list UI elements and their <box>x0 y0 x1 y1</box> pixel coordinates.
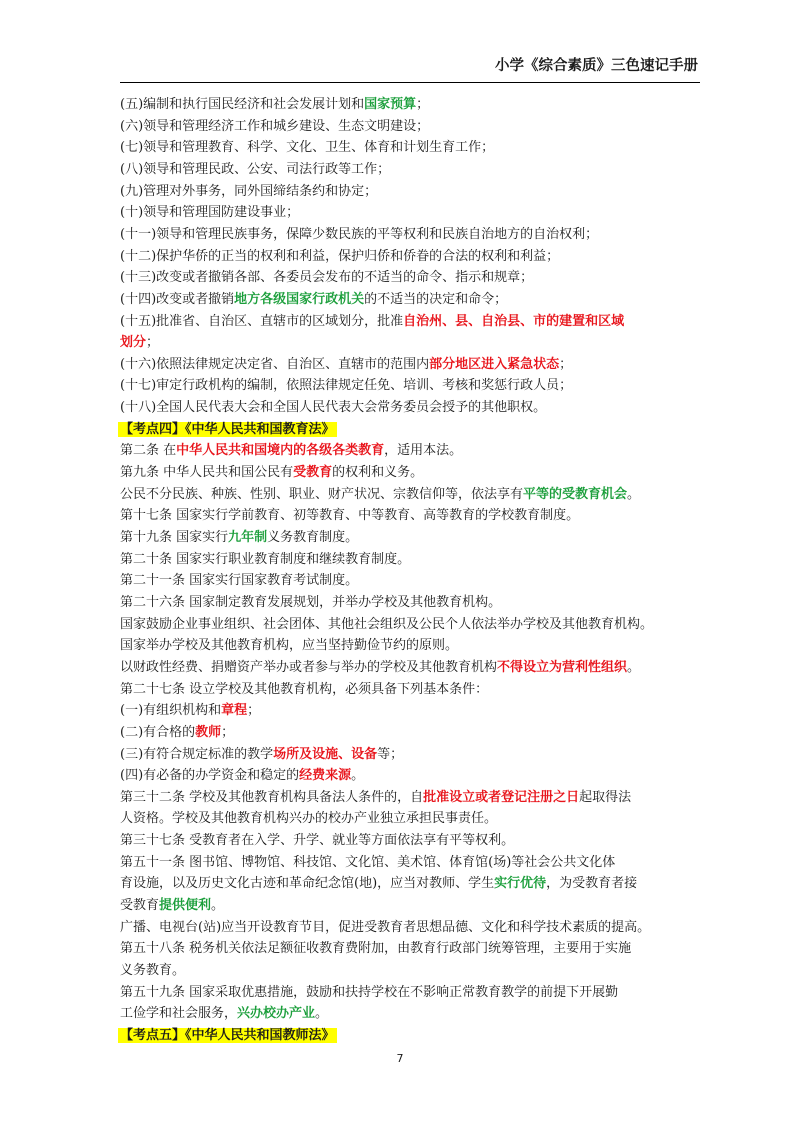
text-line <box>120 398 546 419</box>
text-line <box>120 809 497 830</box>
body-text: 起取得法 <box>579 789 632 805</box>
text-line <box>120 528 358 549</box>
text-line <box>120 939 631 960</box>
text-line <box>120 983 618 1004</box>
text-line <box>120 831 514 852</box>
green-highlight-text: 实行优待 <box>494 876 547 892</box>
body-text: (十一)领导和管理民族事务，保障少数民族的平等权利和民族自治地方的自治权利； <box>120 226 599 242</box>
body-text: (十六)依照法律规定决定省、自治区、直辖市的范围内 <box>120 356 430 372</box>
body-text: 等； <box>377 746 404 762</box>
body-text: 义务教育制度。 <box>267 530 359 545</box>
body-text: 第十九条 国家实行 <box>120 530 229 545</box>
body-text: 第三十二条 学校及其他教育机构具备法人条件的，自 <box>120 789 424 805</box>
text-line <box>120 355 572 376</box>
body-text: (十七)审定行政机构的编制，依照法律规定任免、培训、考核和奖惩行政人员； <box>120 378 573 394</box>
text-line <box>120 745 403 766</box>
text-line <box>120 658 640 679</box>
text-line <box>120 203 299 224</box>
red-highlight-text: 部分地区进入紧急状态 <box>429 356 560 372</box>
text-line <box>120 95 429 116</box>
red-highlight-text: 批准设立或者登记注册之日 <box>423 789 580 805</box>
body-text: 第二十一条 国家实行国家教育考试制度。 <box>120 573 359 589</box>
red-highlight-text: 划分 <box>120 335 147 351</box>
red-highlight-text: 章程 <box>221 703 248 719</box>
text-line <box>120 788 631 809</box>
red-highlight-text: 受教育 <box>293 465 333 481</box>
text-line <box>120 766 364 787</box>
body-text: (七)领导和管理教育、科学、文化、卫生、体育和计划生育工作； <box>120 140 495 156</box>
body-text: 工俭学和社会服务， <box>120 1006 238 1022</box>
body-text: ； <box>146 335 160 351</box>
body-text: 第五十九条 国家采取优惠措施，鼓励和扶持学校在不影响正常教育教学的前提下开展勤 <box>120 984 619 1000</box>
red-highlight-text: 场所及设施、设备 <box>273 746 378 762</box>
text-line <box>120 376 572 397</box>
body-text: ； <box>559 356 573 372</box>
red-highlight-text: 经费来源 <box>299 768 352 784</box>
text-line <box>120 1026 337 1047</box>
red-highlight-text: 教师 <box>195 724 222 740</box>
body-text: 。 <box>315 1006 329 1022</box>
body-text: (四)有必备的办学资金和稳定的 <box>120 768 300 784</box>
text-line <box>120 680 488 701</box>
body-text: (十五)批准省、自治区、直辖市的区域划分，批准 <box>120 313 404 329</box>
body-text: ； <box>247 703 261 719</box>
text-line <box>120 485 640 506</box>
body-text: (六)领导和管理经济工作和城乡建设、生态文明建设； <box>120 118 430 134</box>
text-line <box>120 723 234 744</box>
green-highlight-text: 地方各级国家行政机关 <box>234 291 365 307</box>
body-text: 第二十六条 国家制定教育发展规划，并举办学校及其他教育机构。 <box>120 594 502 610</box>
text-line <box>120 333 159 354</box>
body-text: 第九条 中华人民共和国公民有 <box>120 465 294 481</box>
body-text: 义务教育。 <box>120 963 186 978</box>
body-text: 。 <box>351 768 365 784</box>
text-line <box>120 182 377 203</box>
text-line <box>120 268 533 289</box>
green-highlight-text: 九年制 <box>228 530 268 545</box>
body-text: 广播、电视台(站)应当开设教育节目，促进受教育者思想品德、文化和科学技术素质的提高。 <box>120 919 651 935</box>
text-line <box>120 463 423 484</box>
text-line <box>120 853 615 874</box>
body-text: ； <box>416 97 430 112</box>
green-highlight-text: 兴办校办产业 <box>237 1006 316 1022</box>
body-text: (八)领导和管理民政、公安、司法行政等工作； <box>120 161 391 177</box>
body-text: 。 <box>627 659 641 675</box>
green-highlight-text: 提供便利 <box>159 898 212 914</box>
text-line <box>120 874 637 895</box>
body-text: ； <box>221 724 235 740</box>
text-line <box>120 225 598 246</box>
text-line <box>120 636 458 657</box>
body-text: (十)领导和管理国防建设事业； <box>120 205 300 221</box>
section-heading: 【考点五】《中华人民共和国教师法》 <box>120 1027 335 1043</box>
body-text: (三)有符合规定标准的教学 <box>120 746 274 762</box>
text-line <box>120 593 501 614</box>
body-text: (九)管理对外事务，同外国缔结条约和协定； <box>120 183 378 199</box>
text-line <box>120 312 624 333</box>
text-line <box>120 290 507 311</box>
page-header <box>120 52 700 83</box>
red-highlight-text: 自治州、县、自治县、市的建置和区域 <box>403 313 625 329</box>
body-text: (十四)改变或者撤销 <box>120 291 235 307</box>
body-text: 第三十七条 受教育者在入学、升学、就业等方面依法享有平等权利。 <box>120 833 515 849</box>
body-text: (十八)全国人民代表大会和全国人民代表大会常务委员会授予的其他职权。 <box>120 400 547 416</box>
body-text: (十三)改变或者撤销各部、各委员会发布的不适当的命令、指示和规章； <box>120 270 534 286</box>
text-line <box>120 615 653 636</box>
text-line <box>120 506 579 527</box>
body-text: 国家举办学校及其他教育机构，应当坚持勤俭节约的原则。 <box>120 638 459 654</box>
text-line <box>120 896 224 917</box>
text-line <box>120 117 429 138</box>
text-line <box>120 1004 328 1025</box>
body-text: 以财政性经费、捐赠资产举办或者参与举办的学校及其他教育机构 <box>120 659 498 675</box>
body-text: (二)有合格的 <box>120 724 196 740</box>
body-text: 的权利和义务。 <box>332 465 424 481</box>
body-text: ，适用本法。 <box>384 443 463 459</box>
section-heading: 【考点四】《中华人民共和国教育法》 <box>120 421 335 437</box>
body-text: (十二)保护华侨的正当的权利和利益，保护归侨和侨眷的合法的权利和利益； <box>120 248 560 264</box>
red-highlight-text: 中华人民共和国境内的各级各类教育 <box>176 443 385 459</box>
body-text: 受教育 <box>120 898 160 914</box>
body-text: (五)编制和执行国民经济和社会发展计划和 <box>120 97 365 112</box>
body-text: 第五十一条 图书馆、博物馆、科技馆、文化馆、美术馆、体育馆(场)等社会公共文化体 <box>120 854 616 870</box>
header-title: 小学《综合素质》三色速记手册 <box>495 58 698 74</box>
body-text: 的不适当的决定和命令； <box>364 291 508 307</box>
text-line <box>120 247 559 268</box>
body-text: 第五十八条 税务机关依法足额征收教育费附加，由教育行政部门统筹管理，主要用于实施 <box>120 941 632 957</box>
body-text: ，为受教育者接 <box>546 876 638 892</box>
body-text: 育设施，以及历史文化古迹和革命纪念馆(地)，应当对教师、学生 <box>120 876 495 892</box>
text-line <box>120 701 260 722</box>
text-line <box>120 918 650 939</box>
text-line <box>120 138 494 159</box>
body-text: 第二十条 国家实行职业教育制度和继续教育制度。 <box>120 551 411 567</box>
body-text: 国家鼓励企业事业组织、社会团体、其他社会组织及公民个人依法举办学校及其他教育机构。 <box>120 616 654 632</box>
text-line <box>120 160 390 181</box>
body-text: 人资格。学校及其他教育机构兴办的校办产业独立承担民事责任。 <box>120 811 498 827</box>
body-text: 。 <box>627 486 641 502</box>
body-text: 第十七条 国家实行学前教育、初等教育、中等教育、高等教育的学校教育制度。 <box>120 508 580 524</box>
body-text: 公民不分民族、种族、性别、职业、财产状况、宗教信仰等，依法享有 <box>120 486 524 502</box>
body-text: 第二十七条 设立学校及其他教育机构，必须具备下列基本条件： <box>120 681 489 697</box>
page-number: 7 <box>396 1052 404 1065</box>
body-text: 。 <box>211 898 225 914</box>
body-text: 第二条 在 <box>120 443 177 459</box>
text-line <box>120 550 410 571</box>
text-line <box>120 571 358 592</box>
text-line <box>120 441 462 462</box>
body-text: (一)有组织机构和 <box>120 703 222 719</box>
green-highlight-text: 国家预算 <box>364 97 417 112</box>
text-line <box>120 961 185 982</box>
green-highlight-text: 平等的受教育机会 <box>523 486 628 502</box>
red-highlight-text: 不得设立为营利性组织 <box>497 659 628 675</box>
text-line <box>120 420 337 441</box>
